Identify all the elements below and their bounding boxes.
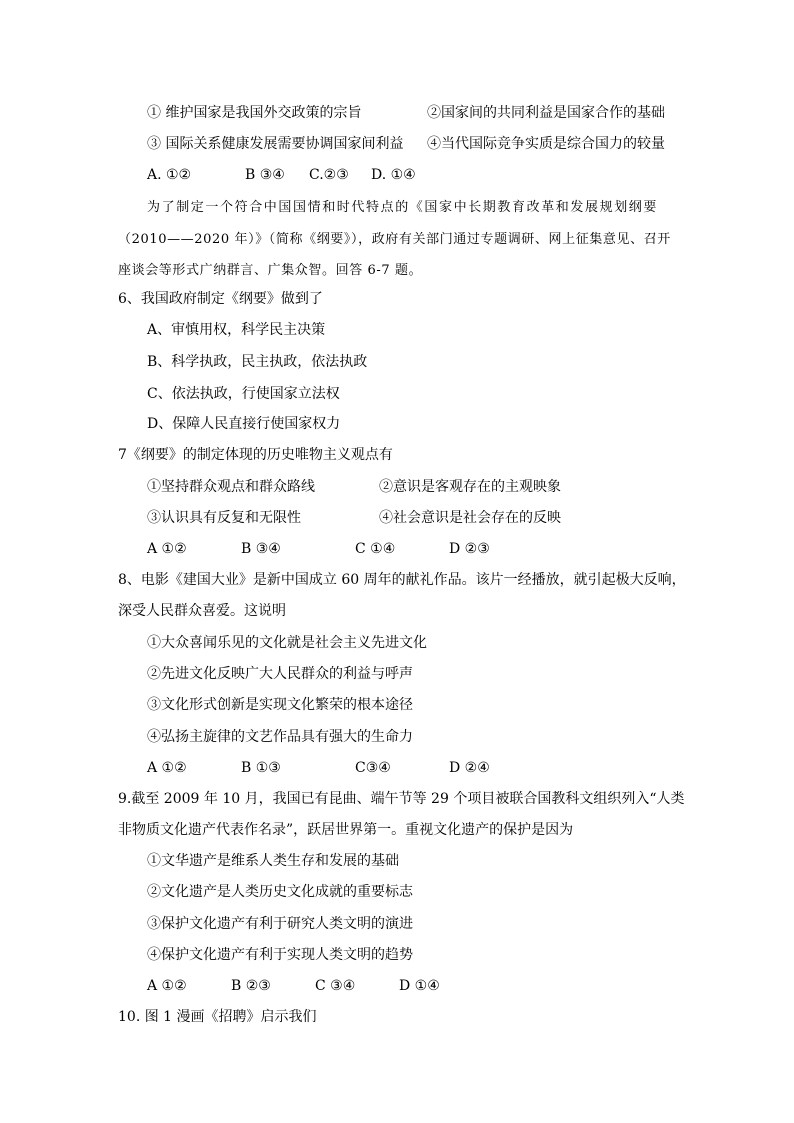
q6-option-b: B、科学执政，民主执政，依法执政 — [147, 354, 368, 370]
q5-option-1: ① 维护国家是我国外交政策的宗旨 — [147, 105, 362, 121]
q5-option-2: ②国家间的共同利益是国家合作的基础 — [427, 105, 665, 121]
q6-option-d: D、保障人民直接行使国家权力 — [147, 416, 341, 432]
q9-answer-c: C ③④ — [315, 978, 356, 994]
q7-answer-b: B ③④ — [241, 541, 281, 557]
q7-option-1: ①坚持群众观点和群众路线 — [147, 479, 315, 495]
q9-option-1: ①文华遗产是维系人类生存和发展的基础 — [147, 853, 399, 869]
q7-stem: 7《纲要》的制定体现的历史唯物主义观点有 — [118, 447, 393, 463]
q5-answer-a: A. ①② — [147, 167, 192, 183]
q9-option-4: ④保护文化遗产有利于实现人类文明的趋势 — [147, 947, 413, 963]
q8-answer-d: D ②④ — [449, 760, 490, 776]
q6-option-c: C、依法执政，行使国家立法权 — [147, 386, 340, 402]
q8-answer-a: A ①② — [147, 760, 187, 776]
q8-stem-line-1: 8、电影《建国大业》是新中国成立 60 周年的献礼作品。该片一经播放，就引起极大反响， — [118, 572, 686, 588]
q7-option-2: ②意识是客观存在的主观映象 — [379, 479, 561, 495]
q9-stem-line-2: 非物质文化遗产代表作名录”，跃居世界第一。重视文化遗产的保护是因为 — [118, 822, 574, 838]
q9-answer-d: D ①④ — [399, 978, 440, 994]
q10-stem: 10. 图 1 漫画《招聘》启示我们 — [118, 1009, 317, 1025]
q8-option-3: ③文化形式创新是实现文化繁荣的根本途径 — [147, 697, 413, 713]
q9-option-3: ③保护文化遗产有利于研究人类文明的演进 — [147, 916, 413, 932]
q9-answer-a: A ①② — [147, 978, 187, 994]
q8-option-1: ①大众喜闻乐见的文化就是社会主义先进文化 — [147, 635, 427, 651]
q7-option-3: ③认识具有反复和无限性 — [147, 510, 301, 526]
q7-option-4: ④社会意识是社会存在的反映 — [379, 510, 561, 526]
q8-option-2: ②先进文化反映广大人民群众的利益与呼声 — [147, 666, 413, 682]
q7-answer-a: A ①② — [147, 541, 187, 557]
q5-option-4: ④当代国际竞争实质是综合国力的较量 — [427, 136, 665, 152]
q5-option-3: ③ 国际关系健康发展需要协调国家间利益 — [147, 136, 404, 152]
passage-line-3: 座谈会等形式广纳群言、广集众智。回答 6-7 题。 — [118, 263, 423, 278]
passage-line-1: 为了制定一个符合中国国情和时代特点的《国家中长期教育改革和发展规划纲要 — [147, 200, 659, 215]
q5-answer-b: B ③④ — [245, 167, 285, 183]
q8-answer-c: C③④ — [355, 760, 391, 776]
q8-stem-line-2: 深受人民群众喜爱。这说明 — [118, 603, 286, 619]
q6-option-a: A、审慎用权，科学民主决策 — [147, 322, 326, 338]
passage-line-2: （2010——2020 年）》（简称《纲要》），政府有关部门通过专题调研、网上征集意见、召开 — [118, 232, 671, 247]
q5-answer-d: D. ①④ — [371, 167, 416, 183]
q9-answer-b: B ②③ — [231, 978, 271, 994]
q6-stem: 6、我国政府制定《纲要》做到了 — [118, 291, 323, 307]
q8-answer-b: B ①③ — [241, 760, 281, 776]
q7-answer-c: C ①④ — [355, 541, 396, 557]
q5-answer-c: C.②③ — [309, 167, 349, 183]
q9-stem-line-1: 9.截至 2009 年 10 月，我国已有昆曲、端午节等 29 个项目被联合国教科文组织列入“人类 — [118, 791, 685, 807]
q8-option-4: ④弘扬主旋律的文艺作品具有强大的生命力 — [147, 729, 413, 745]
q9-option-2: ②文化遗产是人类历史文化成就的重要标志 — [147, 884, 413, 900]
q7-answer-d: D ②③ — [449, 541, 490, 557]
